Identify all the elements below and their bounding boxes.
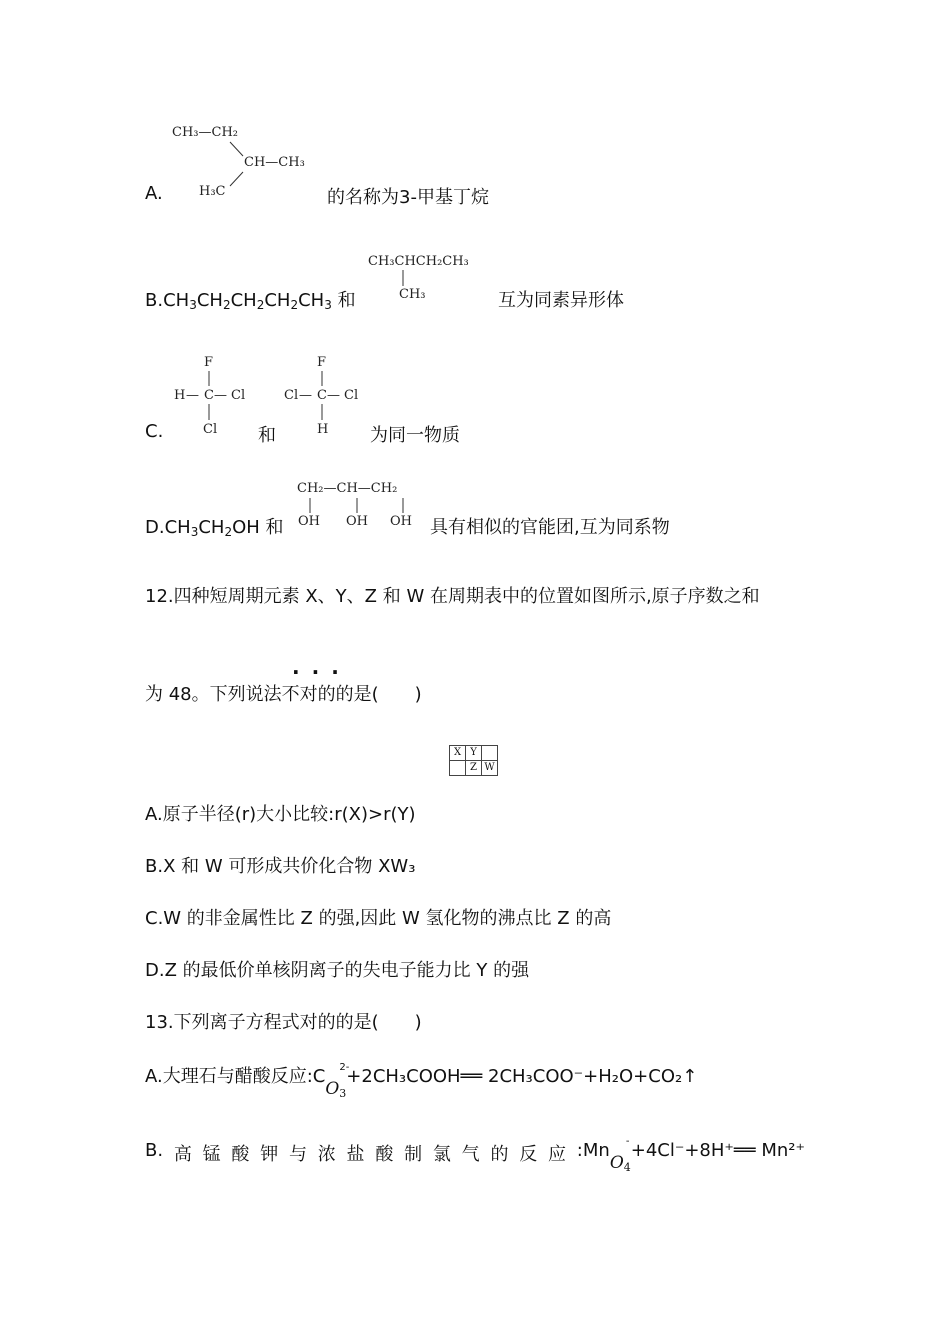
ion-charge: - — [625, 1136, 630, 1147]
carbonate-ion: $O_3$ 2- — [325, 1062, 350, 1100]
q13-b-word: 钾 — [260, 1144, 279, 1165]
connector-and: 和 — [337, 290, 356, 311]
struct-b-main: CH₃CHCH₂CH₃ — [368, 254, 469, 269]
q13-b-word: 锰 — [202, 1144, 221, 1165]
q12-stem-line1: 12.四种短周期元素 X、Y、Z 和 W 在周期表中的位置如图所示,原子序数之和 — [145, 586, 760, 607]
struct-b-branch: CH₃ — [399, 287, 426, 302]
option-b-label: B. — [145, 290, 164, 311]
cell-x: X — [450, 746, 466, 761]
q13-b-word: 反 — [519, 1144, 538, 1165]
q11-option-a-label: A. — [145, 183, 163, 204]
q13-b-word: 与 — [288, 1144, 307, 1165]
q13-b-word: 的 — [490, 1144, 509, 1165]
q11-option-c-text: 为同一物质 — [370, 425, 460, 446]
struct-c2-bot: H — [317, 422, 329, 437]
struct-d-oh1: OH — [298, 514, 320, 529]
q12-option-b: B.X 和 W 可形成共价化合物 XW₃ — [145, 856, 416, 877]
q11-option-b — [145, 286, 356, 312]
q13-b-tail — [576, 1136, 805, 1174]
struct-c1-bond-left: — — [186, 388, 199, 403]
struct-c2-right: Cl — [344, 388, 359, 403]
struct-c2-center: C — [317, 388, 327, 403]
struct-c1-left: H — [174, 388, 186, 403]
q11-option-d-text: 具有相似的官能团,互为同系物 — [430, 517, 670, 538]
struct-c2-bond-left: — — [299, 388, 312, 403]
q13-b-mn: :Mn — [576, 1140, 610, 1161]
q13-a-prefix: A.大理石与醋酸反应:C — [145, 1066, 326, 1087]
q13-b-word: 制 — [404, 1144, 423, 1165]
option-d-label: D. — [145, 517, 165, 538]
q11-option-b-text: 互为同素异形体 — [498, 290, 624, 311]
connector-and: 和 — [265, 517, 284, 538]
struct-c2-bond-right: — — [327, 388, 340, 403]
q13-stem: 13.下列离子方程式对的的是( ) — [145, 1012, 422, 1033]
q13-a-rest: +2CH₃COOH══ 2CH₃COO⁻+H₂O+CO₂↑ — [346, 1066, 698, 1087]
struct-d-top: CH₂—CH—CH₂ — [297, 481, 398, 496]
struct-d-oh3: OH — [390, 514, 412, 529]
q13-b-word: 高 — [173, 1144, 192, 1165]
q11-option-c-connector: 和 — [258, 425, 276, 446]
q13-b-word: 氯 — [432, 1144, 451, 1165]
q13-option-a — [145, 1062, 698, 1100]
cell-z: Z — [466, 761, 482, 776]
struct-a-mid: CH—CH₃ — [244, 155, 305, 170]
struct-c1-bond-right: — — [214, 388, 227, 403]
emphasis-dots: ··· — [292, 660, 351, 684]
q13-b-word: 盐 — [346, 1144, 365, 1165]
struct-d-oh2: OH — [346, 514, 368, 529]
cell-w: W — [482, 761, 498, 776]
q13-b-word: 浓 — [317, 1144, 336, 1165]
struct-c1-center: C — [204, 388, 214, 403]
formula-ethanol: $CH_3CH_2OH$ — [164, 517, 260, 539]
struct-a-bonds — [0, 0, 950, 600]
cell-empty — [482, 746, 498, 761]
formula-pentane: $CH_3CH_2CH_2CH_2CH_3$ — [163, 290, 332, 312]
q11-option-d — [145, 513, 284, 539]
struct-c2-left: Cl — [284, 388, 299, 403]
struct-a-top: CH₃—CH₂ — [172, 125, 238, 140]
struct-c1-right: Cl — [231, 388, 246, 403]
q13-b-rest: +4Cl⁻+8H⁺══ Mn²⁺ — [630, 1140, 805, 1161]
struct-a-bot: H₃C — [199, 184, 226, 199]
ion-charge: 2- — [339, 1062, 350, 1073]
struct-c1-top: F — [204, 355, 214, 370]
q13-b-word: B. — [145, 1140, 164, 1161]
periodic-table-fragment — [449, 745, 498, 776]
q11-option-a-text: 的名称为3-甲基丁烷 — [327, 187, 489, 208]
q13-option-b — [145, 1136, 805, 1174]
struct-c2-top: F — [317, 355, 327, 370]
q12-option-a: A.原子半径(r)大小比较:r(X)>r(Y) — [145, 804, 416, 825]
cell-empty — [450, 761, 466, 776]
q13-b-word: 酸 — [231, 1144, 250, 1165]
q13-b-word: 应 — [548, 1144, 567, 1165]
q13-b-word: 气 — [461, 1144, 480, 1165]
cell-y: Y — [466, 746, 482, 761]
q12-option-c: C.W 的非金属性比 Z 的强,因此 W 氢化物的沸点比 Z 的高 — [145, 908, 612, 929]
q12-option-d: D.Z 的最低价单核阴离子的失电子能力比 Y 的强 — [145, 960, 530, 981]
struct-c1-bot: Cl — [203, 422, 218, 437]
q11-option-c-label: C. — [145, 421, 164, 442]
permanganate-ion: $O_4$ - — [609, 1136, 631, 1174]
q13-b-word: 酸 — [375, 1144, 394, 1165]
q12-stem-line2: 为 48。下列说法不对的的是( ) — [145, 684, 422, 705]
